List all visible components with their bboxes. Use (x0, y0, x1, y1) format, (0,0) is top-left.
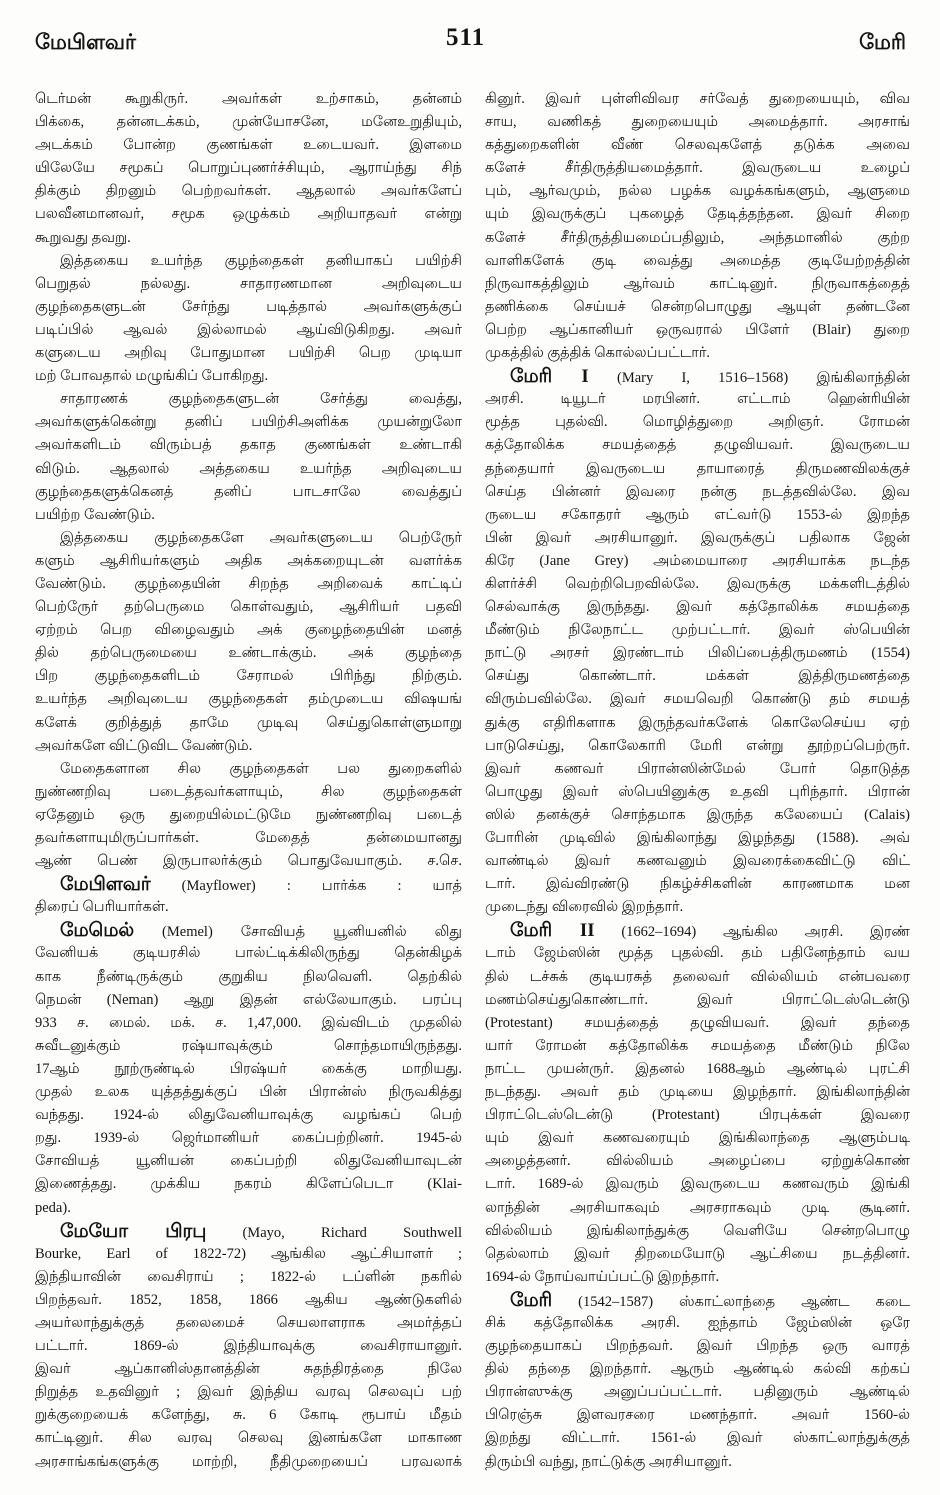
right-column-line: முடைந்து விரைவில் இறந்தார். (485, 899, 684, 916)
right-column-line: சிக் கத்தோலிக்க அரசி. ஐந்தாம் ஜேம்ஸின் ஒரே (485, 1314, 910, 1331)
left-column-line: களுடைய அறிவு போதுமான பயிற்சி பெற முடியா (35, 345, 462, 362)
entry-headword: மேரி II (510, 920, 595, 942)
right-column-line (485, 919, 910, 942)
left-column-line: றது. 1939-ல் ஜெர்மானியர் கைப்பற்றினர். 1945-ல் (35, 1130, 462, 1147)
right-column-line: ஸில் தனக்குச் சொந்தமாக இருந்த கலேயைப் (Calais) (485, 806, 910, 823)
right-column-line: இறந்து விட்டார். 1561-ல் இவர் ஸ்காட்லாந்துக்குத் (485, 1430, 910, 1447)
right-column-line: அரசி. டியூடர் மரபினர். எட்டாம் ஹென்ரியின் (485, 391, 910, 408)
entry-headword: மேரி (510, 1289, 553, 1311)
left-column-line: Bourke, Earl of 1822-72) ஆங்கில ஆட்சியாளர் ; (35, 1245, 462, 1262)
left-column-line: ஏற்றம் பெற விழைவதும் அக் குழைந்தையின் மனத் (35, 622, 462, 639)
right-column-line: செல்வாக்கு இருந்தது. இவர் கத்தோலிக்க சமயத்தை (485, 599, 910, 616)
left-column-line: 933 ச. மைல். மக். ச. 1,47,000. இவ்விடம் முதலில் (35, 1014, 462, 1031)
left-column-line: பெற்ருேர் தற்பெருமை கொள்வதும், ஆசிரியர் பதவி (35, 599, 462, 616)
left-column-line (35, 919, 462, 942)
left-column-line: றுக்குறையைக் களேந்து, சு. 6 கோடி ரூபாய் மீதம் (35, 1407, 462, 1424)
right-column-line: கினுர். இவர் புள்ளிவிவர சர்வேத் துறையையும், விவ (485, 91, 910, 107)
left-column-line: களேக் குறித்துத் தாமே முடிவு செய்துகொள்ளுமாறு (35, 714, 462, 731)
right-column-line: பிரான்ஸுக்கு அனுப்பப்பட்டார். பதினுரும் ஆண்டில் (485, 1384, 910, 1401)
left-column-line: யிலேயே சமூகப் பொறுப்புணர்ச்சியும், ஆராய்ந்து சிந் (35, 160, 462, 177)
left-column-line: அரசாங்கங்களுக்கு மாற்றி, நீதிமுறையைப் பரவலாக் (35, 1453, 462, 1470)
right-column-line: 1694-ல் நோய்வாய்ப்பட்டு இறந்தார். (485, 1268, 720, 1285)
entry-text: (1662–1694) ஆங்கில அரசி. இரண் (594, 924, 911, 941)
right-column-line: பொழுது இவர் ஸ்பெயினுக்கு உதவி புரிந்தார். பிரான் (485, 783, 910, 800)
right-column-line: நாட்டு அரசர் இரண்டாம் பிலிப்பைத்திருமணம் (1554) (485, 645, 910, 662)
left-column-line: குழந்தைகளுக்கெனத் தனிப் பாடசாலே வைத்துப் (35, 483, 462, 500)
right-column-line: கத்தோலிக்க சமயத்தைத் தழுவியவர். இவருடைய (485, 437, 910, 454)
left-column-line: peda). (35, 1199, 71, 1216)
left-column-line: இந்தியாவின் வைசிராய் ; 1822-ல் டப்ளின் நகரில் (35, 1268, 462, 1285)
left-column-line: மற் போவதால் மழுங்கிப் போகிறது. (35, 368, 269, 385)
left-column-line: வேண்டும். குழந்தையின் சிறந்த அறிவைக் காட்டிப் (35, 575, 462, 592)
right-column-line: பிராட்டெஸ்டென்டு (Protestant) பிரபுக்கள் இவரை (485, 1107, 910, 1124)
left-column-line: பிக்கை, தன்னடக்கம், முன்யோசனே, மனேஉறுதியும், (35, 114, 462, 131)
right-column-line: தணிக்கை செய்யச் சென்றபொழுது ஆயுள் தண்டனே (485, 298, 910, 315)
right-column-line: தில் டச்சுக் குடியரசுத் தலைவர் வில்லியம் என்பவரை (485, 968, 910, 985)
entry-text: (Mayo, Richard Southwell (206, 1224, 462, 1241)
right-column-line: பும், ஆர்வமும், நல்ல பழக்க வழக்கங்களும், ஆளுமை (485, 183, 910, 200)
right-column-line: பின் இவர் அரசியானுர். இவருக்குப் பதிலாக ஜேன் (485, 529, 910, 546)
left-text-column (35, 88, 462, 1474)
left-column-line: திரைப் பெரியார்கள். (35, 899, 169, 916)
left-column-line: அவர்களிடம் விரும்பத் தகாத குணங்கள் உண்டாகி (35, 437, 462, 454)
right-column-line: மீண்டும் நிலேநாட்ட முற்பட்டார். இவர் ஸ்பெயின் (485, 622, 910, 639)
left-column-line: இத்தகைய குழந்தைகளே அவர்களுடைய பெற்ருேர் (60, 529, 462, 546)
page-number: 511 (446, 24, 486, 51)
right-column-line: வாளிகளேக் குடி வைத்து அமைத்த குடியேற்றத்தின் (485, 252, 910, 269)
left-column-line: அவர்களுக்கென்று தனிப் பயிற்சிஅளிக்க முயன்றுலோ (35, 414, 462, 431)
left-column-line: உயர்ந்த அறிவுடைய குழந்தைகள் தம்முடைய விஷயங் (35, 691, 462, 708)
entry-text: (1542–1587) ஸ்காட்லாந்தை ஆண்ட கடை (552, 1293, 910, 1310)
right-column-line: திரும்பி வந்து, நாட்டுக்கு அரசியானுர். (485, 1453, 732, 1470)
right-column-line: முகத்தில் குத்திக் கொல்லப்பட்டார். (485, 345, 711, 362)
left-column-line: தில் தற்பெருமையை உண்டாக்கும். அக் குழந்தை (35, 645, 462, 662)
left-column-line: திக்கும் திறனும் பெற்றவர்கள். ஆதலால் அவர்களேப் (35, 183, 462, 200)
right-column-line: இவர் கணவர் பிரான்ஸின்மேல் போர் தொடுத்த (485, 760, 910, 777)
right-column-line: துக்கு எதிரிகளாக இருந்தவர்களேக் கொலேசெய்ய ஏற் (485, 714, 910, 731)
entry-text: (Mayflower) : பார்க்க : யாத் (150, 878, 462, 895)
right-column-line: யும் இவர் கணவரையும் இங்கிலாந்தை ஆளும்படி (485, 1130, 910, 1147)
right-column-line: யும் இவருக்குப் புகழைத் தேடித்தந்தன. இவர் சிறை (485, 206, 910, 223)
right-column-line: பிரெஞ்சு இளவரசரை மணந்தார். அவர் 1560-ல் (485, 1407, 910, 1424)
left-column-line: பெறுதல் நல்லது. சாதாரணமான அறிவுடைய (35, 275, 462, 292)
right-column-line: டாம் ஜேம்ஸின் மூத்த புதல்வி. தம் பதினேந்தாம் வய (485, 945, 910, 962)
right-column-line: (Protestant) சமயத்தைத் தழுவியவர். இவர் தந்தை (485, 1014, 910, 1031)
left-column-line: ஏதேனும் ஒரு துறையில்மட்டுமே நுண்ணறிவு படைத் (35, 806, 462, 823)
right-column-line: கிரே (Jane Grey) அம்மையாரை அரசியாக்க நடந்த (485, 552, 910, 569)
entry-headword: மேயோ பிரபு (60, 1220, 207, 1242)
right-column-line: மூத்த புதல்வி. மொழித்துறை அறிஞர். ரோமன் (485, 414, 910, 431)
left-column-line: நுண்ணறிவு படைத்தவர்களாயும், சில குழந்தைகள் (35, 783, 462, 800)
entry-text: (Memel) சோவியத் யூனியனில் லிது (134, 924, 462, 941)
right-column-line: நடந்தது. அவர் தம் முடியை இழந்தார். இங்கிலாந்தின் (485, 1084, 910, 1101)
left-column-line: மேதைகளான சில குழந்தைகள் பல துறைகளில் (60, 760, 462, 777)
left-column-line: 17ஆம் நூற்ருண்டில் பிரஷ்யர் கைக்கு மாறியது. (35, 1060, 462, 1077)
right-column-line (485, 1289, 910, 1312)
left-column-line: களும் ஆசிரியர்களும் அதிக அக்கறையுடன் வளர்க்க (35, 552, 462, 569)
right-text-column (485, 88, 910, 1474)
right-column-line: ருடைய சகோதரர் ஆரும் எட்வர்டு 1553-ல் இறந்த (485, 506, 910, 523)
left-column-line: சாதாரணக் குழந்தைகளுடன் சேர்த்து வைத்து, (60, 391, 462, 408)
right-column-line: வாண்டில் இவர் கணவனும் இவரைக்கைவிட்டு விட் (485, 853, 910, 870)
right-column-line: செய்து கொண்டார். மக்கள் இத்திருமணத்தை (485, 668, 910, 685)
right-column-line: லாந்தின் அரசியாகவும் அரசராகவும் முடி சூடினர். (485, 1199, 910, 1216)
right-column-line: விரும்பவில்லே. இவர் சமயவெறி கொண்டு தம் சமயத் (485, 691, 910, 708)
right-column-line: டார். இவ்விரண்டு நிகழ்ச்சிகளின் காரணமாக மன (485, 876, 910, 893)
left-column-line: விடும். ஆதலால் அத்தகைய உயர்ந்த அறிவுடைய (35, 460, 462, 477)
left-column-line: இவர் ஆப்கானிஸ்தானத்தின் சுதந்திரத்தை நிலே (35, 1361, 462, 1378)
left-column-line: வேனியக் குடியரசில் பால்ட்டிக்கிலிருந்து தென்கிழக் (35, 945, 462, 962)
left-column-line: படிப்பில் ஆவல் இல்லாமல் ஆய்விடுகிறது. அவர் (35, 321, 462, 338)
entry-headword: மேமெல் (60, 920, 135, 942)
right-column-line: வில்லியம் இங்கிலாந்துக்கு வெளியே சென்றபொழு (485, 1222, 910, 1239)
left-column-line: அயர்லாந்துக்குத் தலைமைச் செயலாளராக அமர்த்தப் (35, 1314, 462, 1331)
left-column-line: சோவியத் யூனியன் கைப்பற்றி லிதுவேனியாவுடன் (35, 1153, 462, 1170)
left-column-line: டெர்மன் கூறுகிருர். அவர்கள் உற்சாகம், தன்னம் (35, 91, 462, 107)
running-head-left: மேபிளவர் (35, 30, 136, 54)
right-column-line: பாடுசெய்து, கொலேகாரி மேரி என்று தூற்றப்பெற்ருர். (485, 737, 910, 754)
right-column-line: களேச் சீர்திருத்தியமைப்பதிலும், அந்தமானில் குற்ற (485, 229, 910, 246)
running-head-right: மேரி (859, 30, 906, 54)
entry-headword: மேரி I (510, 366, 589, 388)
right-column-line: தெல்லாம் இவர் திறமையோடு ஆட்சியை நடத்தினர். (485, 1245, 910, 1262)
right-column-line: கத்துறைகளின் வீண் செலவுகளேத் தடுக்க அவை (485, 137, 910, 154)
left-column-line: பிறந்தவர். 1852, 1858, 1866 ஆகிய ஆண்டுகளில் (35, 1291, 462, 1308)
left-column-line: பிற குழந்தைகளிடம் சேராமல் பிரிந்து நிற்கும். (35, 668, 462, 685)
left-column-line: அடக்கம் போன்ற குணங்கள் உடையவர். இளமை (35, 137, 462, 154)
right-column-line: கிளர்ச்சி வெற்றிபெறவில்லே. இவருக்கு மக்களிடத்தில் (485, 575, 910, 592)
right-column-line: டார். 1689-ல் இவரும் இவருடைய கணவரும் இங்கி (485, 1176, 910, 1193)
left-column-line: குழந்தைகளுடன் சேர்ந்து படித்தால் அவர்களுக்குப் (35, 298, 462, 315)
left-column-line: கூறுவது தவறு. (35, 229, 131, 246)
left-column-line: இணைத்தது. முக்கிய நகரம் கிளேப்பெடா (Klai- (35, 1176, 462, 1193)
right-column-line: பெற்ற ஆப்கானியர் ஒருவரால் பிளேர் (Blair) துறை (485, 321, 910, 338)
left-column-line: இத்தகைய உயர்ந்த குழந்தைகள் தனியாகப் பயிற்சி (60, 252, 462, 269)
right-column-line: நாட்ட முயன்ருர். இதனல் 1688ஆம் ஆண்டில் புரட்சி (485, 1060, 910, 1077)
right-column-line: குழந்தையாகப் பிறந்தவர். இவர் பிறந்த ஒரு வாரத் (485, 1338, 910, 1355)
left-column-line: நெமன் (Neman) ஆறு இதன் எல்லேயாகும். பரப்பு (35, 991, 462, 1008)
left-column-line: தவர்களாயுமிருப்பார்கள். மேதைத் தன்மையானது (35, 830, 462, 846)
right-column-line: போரின் முடிவில் இங்கிலாந்து இழந்தது (1588). அவ் (485, 830, 910, 846)
right-column-line: மணம்செய்துகொண்டார். இவர் பிராட்டெஸ்டென்டு (485, 991, 910, 1008)
left-column-line: ஆண் பெண் இருபாலர்க்கும் பொதுவேயாகும். ச.செ. (35, 853, 462, 870)
right-column-line: களேச் சீர்திருத்தியமைத்தார். இவருடைய உழைப் (485, 160, 910, 177)
left-column-line: அவர்களே விட்டுவிட வேண்டும். (35, 737, 253, 754)
left-column-line: காட்டினுர். சில வரவு செலவு இனங்களே மாகாண (35, 1430, 462, 1447)
right-column-line: தந்தையார் இவருடைய தாயாரைத் திருமணவிலக்குச் (485, 460, 910, 477)
left-column-line: பலவீனமானவர், சமூக ஒழுக்கம் அறியாதவர் என்று (35, 206, 462, 223)
right-column-line: சாய, வணிகத் துறையையும் அமைத்தார். அரசாங் (485, 114, 910, 131)
left-column-line: சுவீடனுக்கும் ரஷ்யாவுக்கும் சொந்தமாயிருந்தது. (35, 1037, 462, 1054)
left-column-line: முதல் உலக யுத்தத்துக்குப் பின் பிரான்ஸ் நிருவகித்து (35, 1084, 462, 1101)
entry-headword: மேபிளவர் (60, 874, 151, 896)
right-column-line: செய்த பின்னர் இவரை நன்கு நடத்தவில்லே. இவ (485, 483, 910, 500)
left-column-line: வந்தது. 1924-ல் லிதுவேனியாவுக்கு வழங்கப் பெற் (35, 1107, 462, 1124)
right-column-line (485, 365, 910, 388)
left-column-line: நிறுத்த உதவினுர் ; இவர் இந்திய வரவு செலவுப் பற் (35, 1384, 462, 1401)
left-column-line: பட்டார். 1869-ல் இந்தியாவுக்கு வைசிராயானுர். (35, 1338, 462, 1355)
left-column-line (35, 873, 462, 896)
right-column-line: யார் ரோமன் கத்தோலிக்க சமயத்தை மீண்டும் நிலே (485, 1037, 910, 1054)
entry-text: (Mary I, 1516–1568) இங்கிலாந்தின் (588, 370, 911, 387)
right-column-line: அழைத்தனர். வில்லியம் அழைப்பை ஏற்றுக்கொண் (485, 1153, 910, 1170)
right-column-line: தில் தந்தை இறந்தார். ஆரும் ஆண்டில் கல்வி கற்கப் (485, 1361, 910, 1378)
left-column-line (35, 1220, 462, 1243)
left-column-line: பயிற்ற வேண்டும். (35, 506, 155, 523)
right-column-line: நிருவாகத்திலும் ஆர்வம் காட்டினுர். நிருவாகத்தைத் (485, 275, 910, 292)
left-column-line: காக நீண்டிருக்கும் குறுகிய நிலவெளி. தெற்கில் (35, 968, 462, 985)
